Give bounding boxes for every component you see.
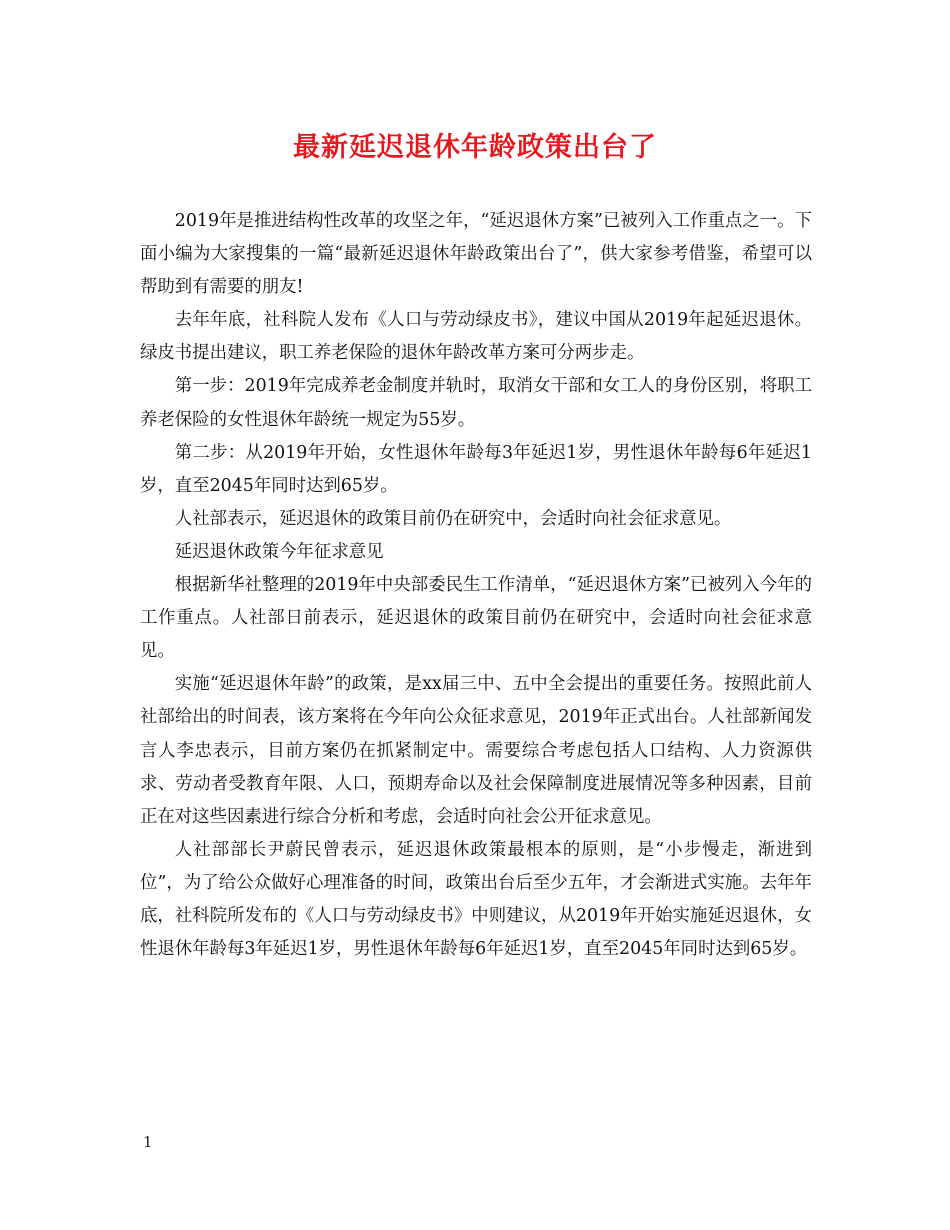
paragraph: 人社部表示，延迟退休的政策目前仍在研究中，会适时向社会征求意见。 (174, 508, 732, 529)
paragraph: 第二步：从2019年开始，女性退休年龄每3年延迟1岁，男性退休年龄每6年延迟1岁，直至2045年同时达到65岁。 (140, 442, 812, 496)
paragraph-subheading: 延迟退休政策今年征求意见 (174, 541, 384, 562)
paragraph: 人社部部长尹蔚民曾表示，延迟退休政策最根本的原则，是“小步慢走，渐进到位”，为了给公众做好心理准备的时间，政策出台后至少五年，才会渐进式实施。去年年底，社科院所发布的《人口与劳动绿皮书》中则建议，从2019年开始实施延迟退休，女性退休年龄每3年延迟1岁，男性退休年龄每6年延迟1岁，直至2045年同时达到65岁。 (140, 839, 812, 960)
paragraph: 实施“延迟退休年龄”的政策，是xx届三中、五中全会提出的重要任务。按照此前人社部给出的时间表，该方案将在今年向公众征求意见，2019年正式出台。人社部新闻发言人李忠表示，目前方案仍在抓紧制定中。需要综合考虑包括人口结构、人力资源供求、劳动者受教育年限、人口，预期寿命以及社会保障制度进展情况等多种因素，目前正在对这些因素进行综合分析和考虑，会适时向社会公开征求意见。 (140, 674, 812, 827)
document-body (140, 205, 812, 966)
page-number: 1 (143, 1133, 153, 1151)
paragraph: 根据新华社整理的2019年中央部委民生工作清单，“延迟退休方案”已被列入今年的工作重点。人社部日前表示，延迟退休的政策目前仍在研究中，会适时向社会征求意见。 (140, 575, 812, 662)
paragraph: 第一步：2019年完成养老金制度并轨时，取消女干部和女工人的身份区别，将职工养老保险的女性退休年龄统一规定为55岁。 (140, 376, 812, 430)
document-title: 最新延迟退休年龄政策出台了 (293, 132, 657, 163)
paragraph: 2019年是推进结构性改革的攻坚之年，“延迟退休方案”已被列入工作重点之一。下面小编为大家搜集的一篇“最新延迟退休年龄政策出台了”，供大家参考借鉴，希望可以帮助到有需要的朋友! (140, 211, 812, 298)
paragraph: 去年年底，社科院人发布《人口与劳动绿皮书》，建议中国从2019年起延迟退休。绿皮书提出建议，职工养老保险的退休年龄改革方案可分两步走。 (140, 310, 812, 364)
